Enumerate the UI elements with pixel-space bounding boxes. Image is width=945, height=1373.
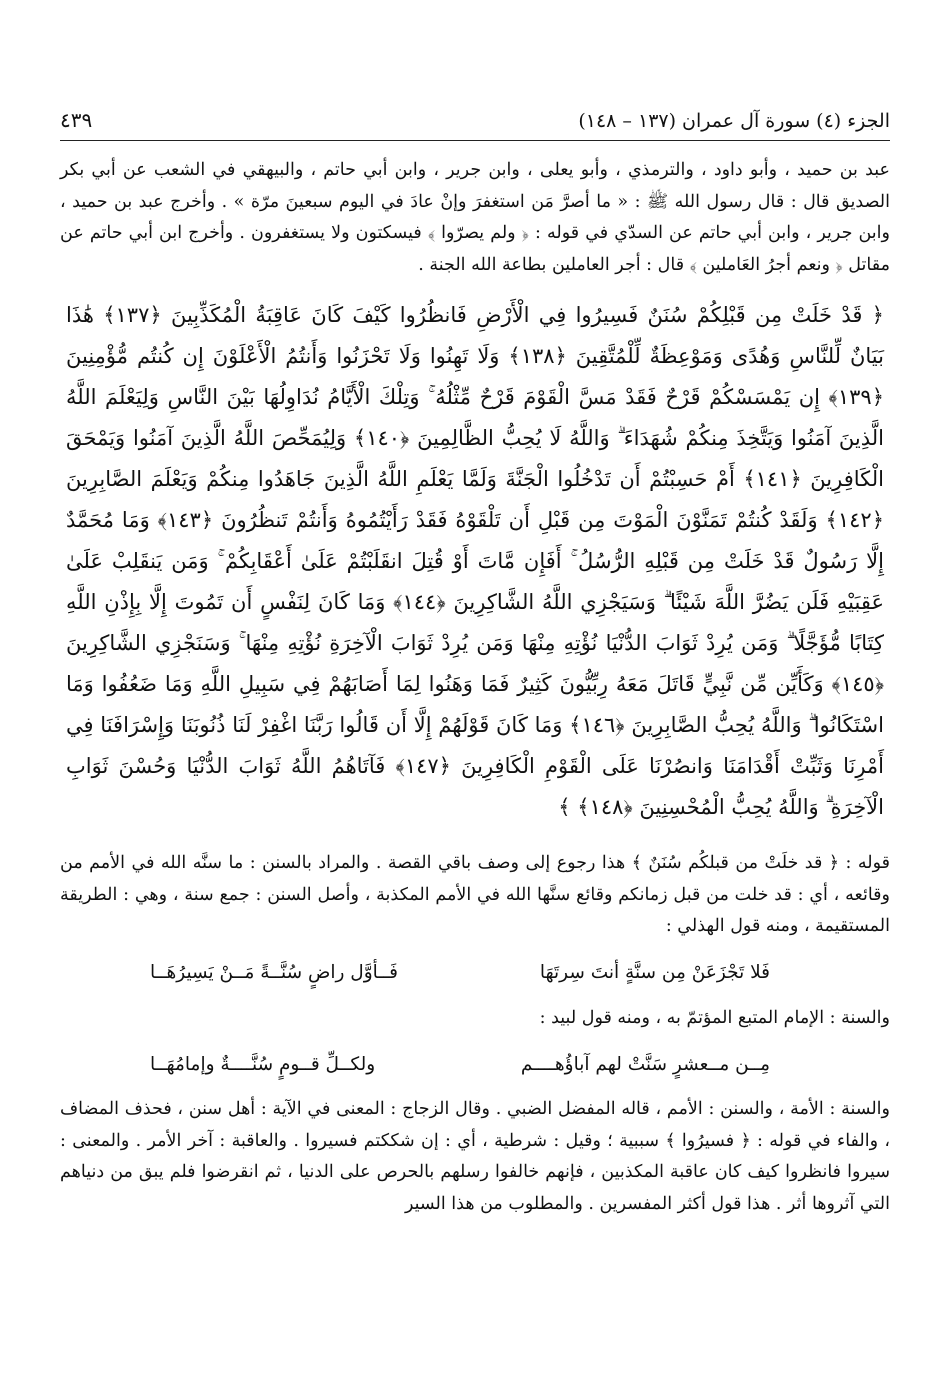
paragraph-hadith: عبد بن حميد ، وأبو داود ، والترمذي ، وأبو يعلى ، وابن جرير ، وابن أبي حاتم ، والبيهقي في الشعب عن أبي بكر الصديق قال : قال رسول الله ﷺ : « ما أصرَّ مَن استغفرَ وإنْ عادَ في اليوم سبعينَ مرّة » . وأخرج عبد بن حميد ، وابن جرير ، وابن أبي حاتم عن السدّي في قوله : ﴿ ولم يصرّوا ﴾ فيسكتون ولا يستغفرون . وأخرج ابن أبي حاتم عن مقاتل ﴿ ونعم أجرُ العَاملين ﴾ قال : أجر العاملين بطاعة الله الجنة . (60, 160, 890, 275)
paragraph-sunna-imam: والسنة : الإمام المتبع المؤتمّ به ، ومنه قول لبيد : (539, 1007, 890, 1028)
verse-hemistich-left: ولكــلِّ قــومٍ سُنَّــــةٌ وإمامُهَــا (150, 1053, 376, 1075)
quran-verses: ﴿ قَدْ خَلَتْ مِن قَبْلِكُمْ سُنَنٌ فَسِيرُوا فِي الْأَرْضِ فَانظُرُوا كَيْفَ كَانَ عَاقِبَةُ الْمُكَذِّبِينَ ﴿١٣٧﴾ هَٰذَا بَيَانٌ لِّلنَّاسِ وَهُدًى وَمَوْعِظَةٌ لِّلْمُتَّقِينَ ﴿١٣٨﴾ وَلَا تَهِنُوا وَلَا تَحْزَنُوا وَأَنتُمُ الْأَعْلَوْنَ إِن كُنتُم مُّؤْمِنِينَ ﴿١٣٩﴾ إِن يَمْسَسْكُمْ قَرْحٌ فَقَدْ مَسَّ الْقَوْمَ قَرْحٌ مِّثْلُهُ ۚ وَتِلْكَ الْأَيَّامُ نُدَاوِلُهَا بَيْنَ النَّاسِ وَلِيَعْلَمَ اللَّهُ الَّذِينَ آمَنُوا وَيَتَّخِذَ مِنكُمْ شُهَدَاءَ ۗ وَاللَّهُ لَا يُحِبُّ الظَّالِمِينَ ﴿١٤٠﴾ وَلِيُمَحِّصَ اللَّهُ الَّذِينَ آمَنُوا وَيَمْحَقَ الْكَافِرِينَ ﴿١٤١﴾ أَمْ حَسِبْتُمْ أَن تَدْخُلُوا الْجَنَّةَ وَلَمَّا يَعْلَمِ اللَّهُ الَّذِينَ جَاهَدُوا مِنكُمْ وَيَعْلَمَ الصَّابِرِينَ ﴿١٤٢﴾ وَلَقَدْ كُنتُمْ تَمَنَّوْنَ الْمَوْتَ مِن قَبْلِ أَن تَلْقَوْهُ فَقَدْ رَأَيْتُمُوهُ وَأَنتُمْ تَنظُرُونَ ﴿١٤٣﴾ وَمَا مُحَمَّدٌ إِلَّا رَسُولٌ قَدْ خَلَتْ مِن قَبْلِهِ الرُّسُلُ ۚ أَفَإِن مَّاتَ أَوْ قُتِلَ انقَلَبْتُمْ عَلَىٰ أَعْقَابِكُمْ ۚ وَمَن يَنقَلِبْ عَلَىٰ عَقِبَيْهِ فَلَن يَضُرَّ اللَّهَ شَيْئًا ۗ وَسَيَجْزِي اللَّهُ الشَّاكِرِينَ ﴿١٤٤﴾ وَمَا كَانَ لِنَفْسٍ أَن تَمُوتَ إِلَّا بِإِذْنِ اللَّهِ كِتَابًا مُّؤَجَّلًا ۗ وَمَن يُرِدْ ثَوَابَ الدُّنْيَا نُؤْتِهِ مِنْهَا وَمَن يُرِدْ ثَوَابَ الْآخِرَةِ نُؤْتِهِ مِنْهَا ۚ وَسَنَجْزِي الشَّاكِرِينَ ﴿١٤٥﴾ وَكَأَيِّن مِّن نَّبِيٍّ قَاتَلَ مَعَهُ رِبِّيُّونَ كَثِيرٌ فَمَا وَهَنُوا لِمَا أَصَابَهُمْ فِي سَبِيلِ اللَّهِ وَمَا ضَعُفُوا وَمَا اسْتَكَانُوا ۗ وَاللَّهُ يُحِبُّ الصَّابِرِينَ ﴿١٤٦﴾ وَمَا كَانَ قَوْلَهُمْ إِلَّا أَن قَالُوا رَبَّنَا اغْفِرْ لَنَا ذُنُوبَنَا وَإِسْرَافَنَا فِي أَمْرِنَا وَثَبِّتْ أَقْدَامَنَا وَانصُرْنَا عَلَى الْقَوْمِ الْكَافِرِينَ ﴿١٤٧﴾ فَآتَاهُمُ اللَّهُ ثَوَابَ الدُّنْيَا وَحُسْنَ ثَوَابِ الْآخِرَةِ ۗ وَاللَّهُ يُحِبُّ الْمُحْسِنِينَ ﴿١٤٨﴾ ﴾ (66, 303, 884, 819)
paragraph-commentary: قوله : ﴿ قد خلَتْ من قبلكُم سُنَنٌ ﴾ هذا رجوع إلى وصف باقي القصة . والمراد بالسنن : ما سنَّه الله في الأمم من وقائعه ، أي : قد خلت من قبل زمانكم وقائع سنَّها الله في الأمم المكذبة ، وأصل السنن : جمع سنة ، وهي : الطريقة المستقيمة ، ومنه قول الهذلي : (60, 853, 890, 936)
page (60, 100, 890, 1220)
verse-hemistich-right: فَلا تَجْزَعَنْ مِن سنَّةٍ أنتَ سِرتَهَا (539, 962, 770, 983)
verse-hemistich-left: فَــأوَّل راضٍ سُنَّــةً مَــنْ يَسِيرُهَــا (150, 962, 399, 983)
poem-verse-hudhali (60, 943, 890, 1003)
header-title: الجزء (٤) سورة آل عمران (١٣٧ – ١٤٨) (578, 110, 890, 132)
page-number: ٤٣٩ (60, 108, 93, 132)
verse-hemistich-right: مِــن مــعشرٍ سَنَّتْ لهم آباؤُهــــم (520, 1053, 770, 1075)
paragraph-explanation: والسنة : الأمة ، والسنن : الأمم ، قاله المفضل الضبي . وقال الزجاج : المعنى في الآية : أهل سنن ، فحذف المضاف ، والفاء في قوله : ﴿ فسيرُوا ﴾ سببية ؛ وقيل : شرطية ، أي : إن شككتم فسيروا . والعاقبة : آخر الأمر . والمعنى : سيروا فانظروا كيف كان عاقبة المكذبين ، فإنهم خالفوا رسلهم بالحرص على الدنيا ، ثم انقرضوا فلم يبق من دنياهم التي آثروها أثر . هذا قول أكثر المفسرين . والمطلوب من هذا السير (60, 1099, 890, 1214)
poem-verse-labid (60, 1034, 890, 1094)
running-header (60, 100, 890, 141)
